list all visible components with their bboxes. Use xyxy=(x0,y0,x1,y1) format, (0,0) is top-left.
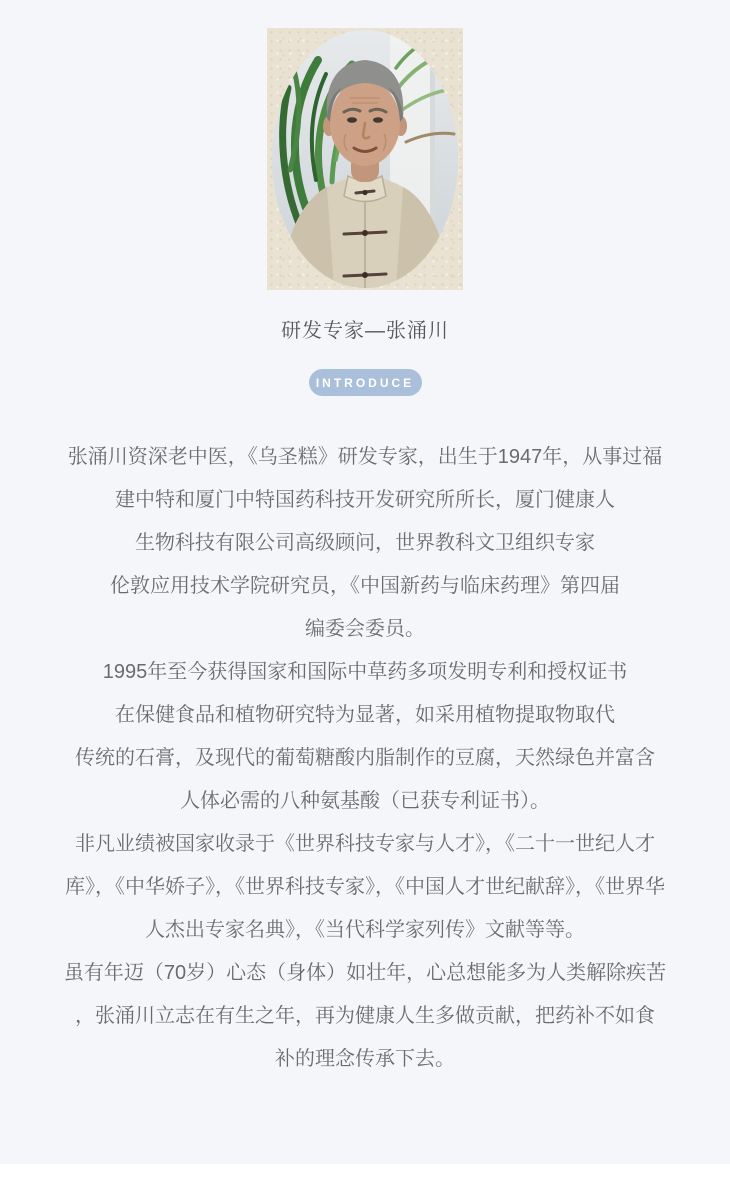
intro-line: 非凡业绩被国家收录于《世界科技专家与人才》，《二十一世纪人才 xyxy=(75,833,655,855)
expert-caption: 研发专家—张涌川 xyxy=(281,320,449,342)
intro-line: 伦敦应用技术学院研究员，《中国新药与临床药理》第四届 xyxy=(110,575,620,597)
photo-frame xyxy=(267,28,463,290)
intro-line: 库》，《中华娇子》，《世界科技专家》，《中国人才世纪献辞》，《世界华 xyxy=(65,876,665,898)
intro-line: 人体必需的八种氨基酸（已获专利证书）。 xyxy=(180,790,550,812)
intro-line: 补的理念传承下去。 xyxy=(275,1048,455,1070)
introduce-badge: INTRODUCE xyxy=(309,369,422,396)
expert-portrait-photo xyxy=(272,30,458,288)
intro-line: 虽有年迈（70岁）心态（身体）如壮年，心总想能多为人类解除疾苦 xyxy=(63,962,667,984)
intro-line: ，张涌川立志在有生之年，再为健康人生多做贡献，把药补不如食 xyxy=(75,1005,655,1027)
intro-line: 人杰出专家名典》，《当代科学家列传》文献等等。 xyxy=(145,919,585,941)
intro-line: 1995年至今获得国家和国际中草药多项发明专利和授权证书 xyxy=(102,661,628,683)
intro-line: 在保健食品和植物研究特为显著，如采用植物提取物取代 xyxy=(115,704,615,726)
intro-paragraph xyxy=(0,436,730,1081)
intro-line: 张涌川资深老中医，《乌圣糕》研发专家，出生于1947年，从事过福 xyxy=(67,446,663,468)
intro-line: 生物科技有限公司高级顾问，世界教科文卫组织专家 xyxy=(135,532,595,554)
intro-line: 传统的石膏，及现代的葡萄糖酸内脂制作的豆腐，天然绿色并富含 xyxy=(75,747,655,769)
intro-line: 编委会委员。 xyxy=(305,618,425,640)
intro-line: 建中特和厦门中特国药科技开发研究所所长，厦门健康人 xyxy=(115,489,615,511)
